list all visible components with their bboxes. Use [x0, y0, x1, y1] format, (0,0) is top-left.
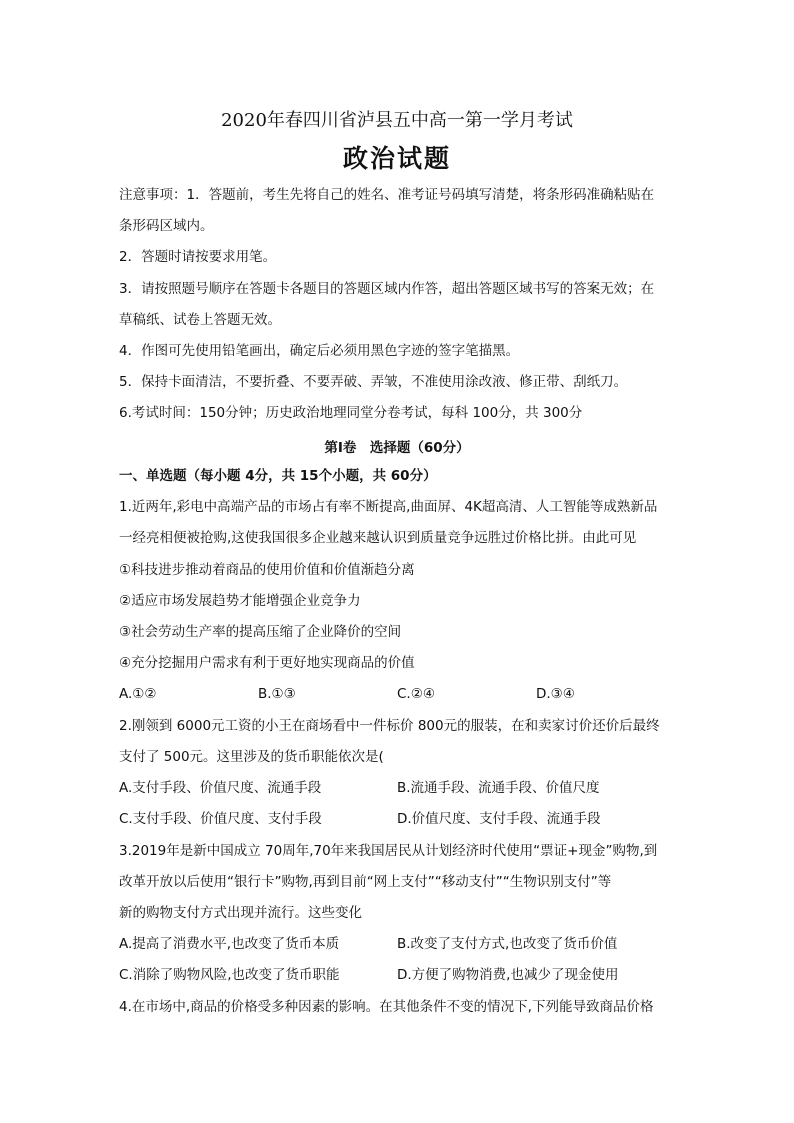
q3-option-a: A.提高了消费水平,也改变了货币本质: [119, 936, 340, 952]
q2-option-c: C.支付手段、价值尺度、支付手段: [119, 811, 322, 827]
q2-stem-2: 支付了 500元。这里涉及的货币职能依次是(: [119, 749, 384, 765]
q1-option-a: A.①②: [119, 686, 157, 702]
q4-stem-1: 4.在市场中,商品的价格受多种因素的影响。在其他条件不变的情况下,下列能导致商品价格: [119, 999, 654, 1015]
q3-stem-1: 3.2019年是新中国成立 70周年,70年来我国居民从计划经济时代使用“票证+现金”购物,到: [119, 843, 658, 859]
q2-option-a: A.支付手段、价值尺度、流通手段: [119, 780, 322, 796]
q1-statement-2: ②适应市场发展趋势才能增强企业竞争力: [119, 593, 361, 609]
q1-option-d: D.③④: [536, 686, 575, 702]
q3-stem-2: 改革开放以后使用“银行卡”购物,再到目前“网上支付”“移动支付”“生物识别支付”等: [119, 874, 612, 890]
subject-title: 政治试题: [342, 144, 451, 173]
exam-title: 2020年春四川省泸县五中高一第一学月考试: [221, 110, 573, 131]
q1-statement-1: ①科技进步推动着商品的使用价值和价值渐趋分离: [119, 562, 415, 578]
q1-statement-3: ③社会劳动生产率的提高压缩了企业降价的空间: [119, 624, 402, 640]
q2-stem-1: 2.刚领到 6000元工资的小王在商场看中一件标价 800元的服装，在和卖家讨价还价后最终: [119, 718, 660, 734]
notes-line-1: 注意事项：1．答题前，考生先将自己的姓名、准考证号码填写清楚，将条形码准确粘贴在: [119, 187, 655, 203]
notes-line-2: 条形码区域内。: [119, 218, 214, 234]
q2-option-b: B.流通手段、流通手段、价值尺度: [397, 780, 600, 796]
part-title: 一、单选题（每小题 4分，共 15个小题，共 60分）: [119, 468, 437, 484]
q1-option-c: C.②④: [397, 686, 435, 702]
notes-item-5: 5．保持卡面清洁，不要折叠、不要弄破、弄皱，不准使用涂改液、修正带、刮纸刀。: [119, 374, 628, 390]
notes-item-3a: 3．请按照题号顺序在答题卡各题目的答题区域内作答，超出答题区域书写的答案无效；在: [119, 281, 655, 297]
q1-stem-2: 一经亮相便被抢购,这使我国很多企业越来越认识到质量竞争远胜过价格比拼。由此可见: [119, 530, 637, 546]
q1-stem-1: 1.近两年,彩电中高端产品的市场占有率不断提高,曲面屏、4K超高清、人工智能等成熟新品: [119, 499, 658, 515]
section-title: 第Ⅰ卷 选择题（60分）: [324, 440, 470, 456]
q3-option-b: B.改变了支付方式,也改变了货币价值: [397, 936, 618, 952]
notes-item-6: 6.考试时间：150分钟；历史政治地理同堂分卷考试，每科 100分，共 300分: [119, 405, 583, 421]
notes-item-2: 2．答题时请按要求用笔。: [119, 249, 277, 265]
q3-option-d: D.方便了购物消费,也减少了现金使用: [397, 967, 619, 983]
q2-option-d: D.价值尺度、支付手段、流通手段: [397, 811, 601, 827]
notes-item-4: 4．作图可先使用铅笔画出，确定后必须用黑色字迹的签字笔描黑。: [119, 343, 520, 359]
notes-item-3b: 草稿纸、试卷上答题无效。: [119, 312, 281, 328]
q1-statement-4: ④充分挖掘用户需求有利于更好地实现商品的价值: [119, 655, 415, 671]
q1-option-b: B.①③: [258, 686, 296, 702]
q3-stem-3: 新的购物支付方式出现并流行。这些变化: [119, 905, 362, 921]
q3-option-c: C.消除了购物风险,也改变了货币职能: [119, 967, 340, 983]
